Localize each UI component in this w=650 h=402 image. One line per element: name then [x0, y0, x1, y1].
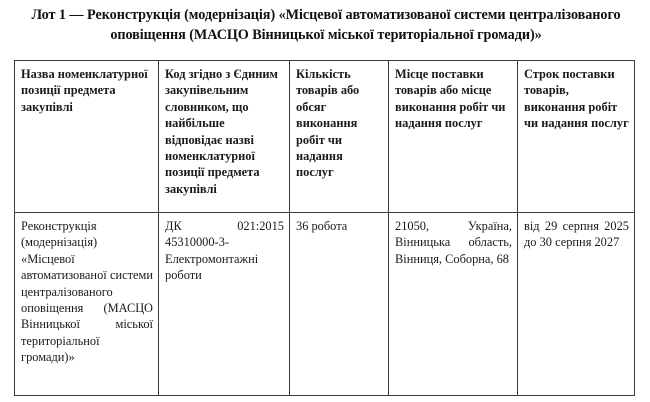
cell-delivery-term-text: від 29 серпня 2025 до 30 серпня 2027	[524, 219, 629, 250]
column-header-delivery-term	[518, 61, 635, 213]
lot-title: Лот 1 — Реконструкція (модернізація) «Місцевої автоматизованої системи централізованого оповіщення (МАСЦО Вінницької міської територіальної громади)»	[31, 7, 621, 43]
column-header-delivery-term-text: Строк поставки товарів, виконання робіт чи надання послуг	[524, 67, 629, 131]
column-header-name	[15, 61, 159, 213]
cell-cpv-code	[159, 213, 290, 396]
cell-delivery-place	[389, 213, 518, 396]
column-header-quantity	[290, 61, 389, 213]
cell-quantity	[290, 213, 389, 396]
column-header-cpv-code	[159, 61, 290, 213]
table-header-row	[15, 61, 635, 213]
cell-name	[15, 213, 159, 396]
procurement-specification-table	[14, 60, 635, 396]
cell-delivery-term	[518, 213, 635, 396]
cell-delivery-place-text: 21050, Україна, Вінницька область, Вінниця, Соборна, 68	[395, 219, 512, 266]
column-header-quantity-text: Кількість товарів або обсяг виконання робіт чи надання послуг	[296, 67, 360, 180]
column-header-name-text: Назва номенклатурної позиції предмета закупівлі	[21, 67, 148, 114]
column-header-cpv-code-text: Код згідно з Єдиним закупівельним словником, що найбільше відповідає назві номенклатурної позиції предмета закупівлі	[165, 67, 278, 196]
cell-cpv-code-text: ДК 021:2015 45310000-3- Електромонтажні роботи	[165, 219, 284, 283]
table-header	[15, 61, 635, 213]
column-header-delivery-place	[389, 61, 518, 213]
table-row	[15, 213, 635, 396]
table-body	[15, 213, 635, 396]
cell-quantity-text: 36 робота	[296, 219, 348, 233]
cell-name-text: Реконструкція (модернізація) «Місцевої автоматизованої системи централізованого оповіщення (МАСЦО Вінницької міської територіальної громади)»	[21, 219, 153, 365]
column-header-delivery-place-text: Місце поставки товарів або місце виконання робіт чи надання послуг	[395, 67, 506, 131]
